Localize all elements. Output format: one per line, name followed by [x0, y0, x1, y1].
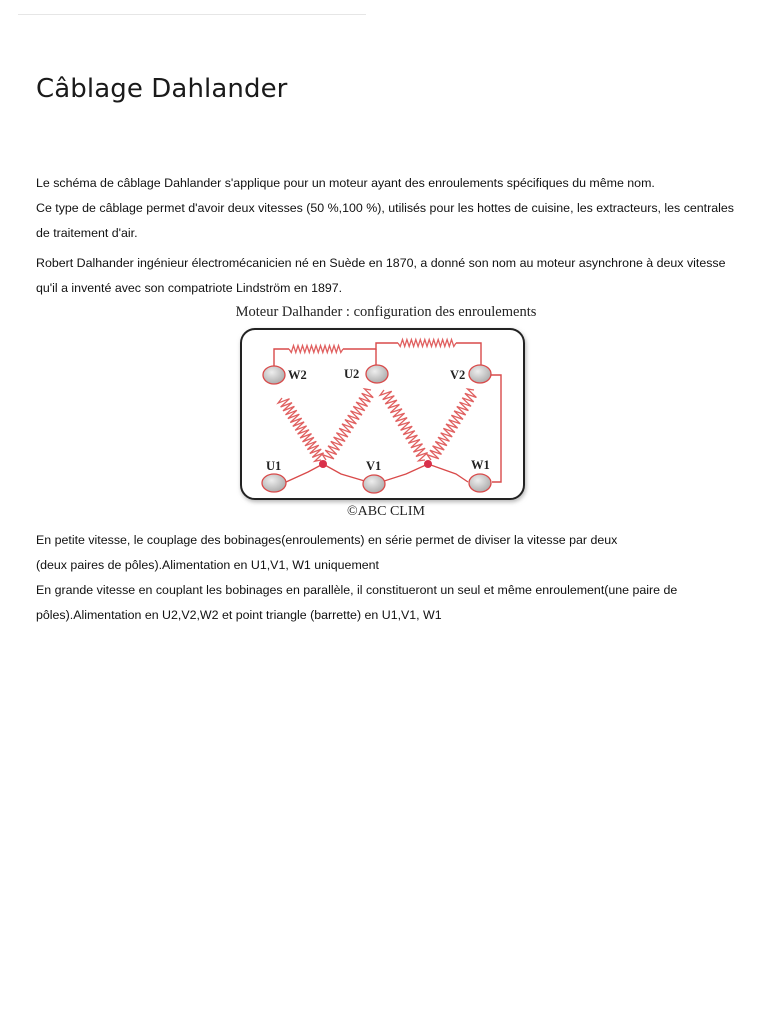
junction-node-left	[319, 460, 327, 468]
low-speed-line-1: En petite vitesse, le couplage des bobinages(enroulements) en série permet de diviser la vitesse par deux	[36, 533, 618, 547]
diagram-svg	[216, 302, 556, 524]
top-divider	[18, 14, 366, 15]
history-paragraph: Robert Dalhander ingénieur électromécanicien né en Suède en 1870, a donné son nom au moteur asynchrone à deux vitesse qu'il a inventé avec son compatriote Lindström en 1897.	[36, 256, 726, 295]
high-speed-paragraph: En grande vitesse en couplant les bobinages en parallèle, il constitueront un seul et même enroulement(une paire de pôles).Alimentation en U2,V2,W2 et point triangle (barrette) en U1,V1, W1	[36, 583, 678, 622]
terminal-label-w2: W2	[288, 368, 307, 382]
junction-node-right	[424, 460, 432, 468]
low-speed-line-2: (deux paires de pôles).Alimentation en U1,V1, W1 uniquement	[36, 558, 379, 572]
terminal-label-u1: U1	[266, 459, 282, 473]
diagram-credit: ©ABC CLIM	[347, 504, 425, 519]
diagram-title: Moteur Dalhander : configuration des enroulements	[235, 304, 537, 320]
intro-paragraph-line-1: Le schéma de câblage Dahlander s'applique pour un moteur ayant des enroulements spécifiques du même nom.	[36, 176, 655, 190]
terminal-label-u2: U2	[344, 367, 360, 381]
dahlander-wiring-diagram	[216, 302, 556, 524]
page-title: Câblage Dahlander	[36, 74, 288, 104]
terminal-label-v2: V2	[450, 368, 466, 382]
terminal-label-w1: W1	[471, 458, 490, 472]
terminal-label-v1: V1	[366, 459, 382, 473]
intro-paragraph-line-2: Ce type de câblage permet d'avoir deux vitesses (50 %,100 %), utilisés pour les hottes de cuisine, les extracteurs, les centrales de traitement d'air.	[36, 201, 734, 240]
